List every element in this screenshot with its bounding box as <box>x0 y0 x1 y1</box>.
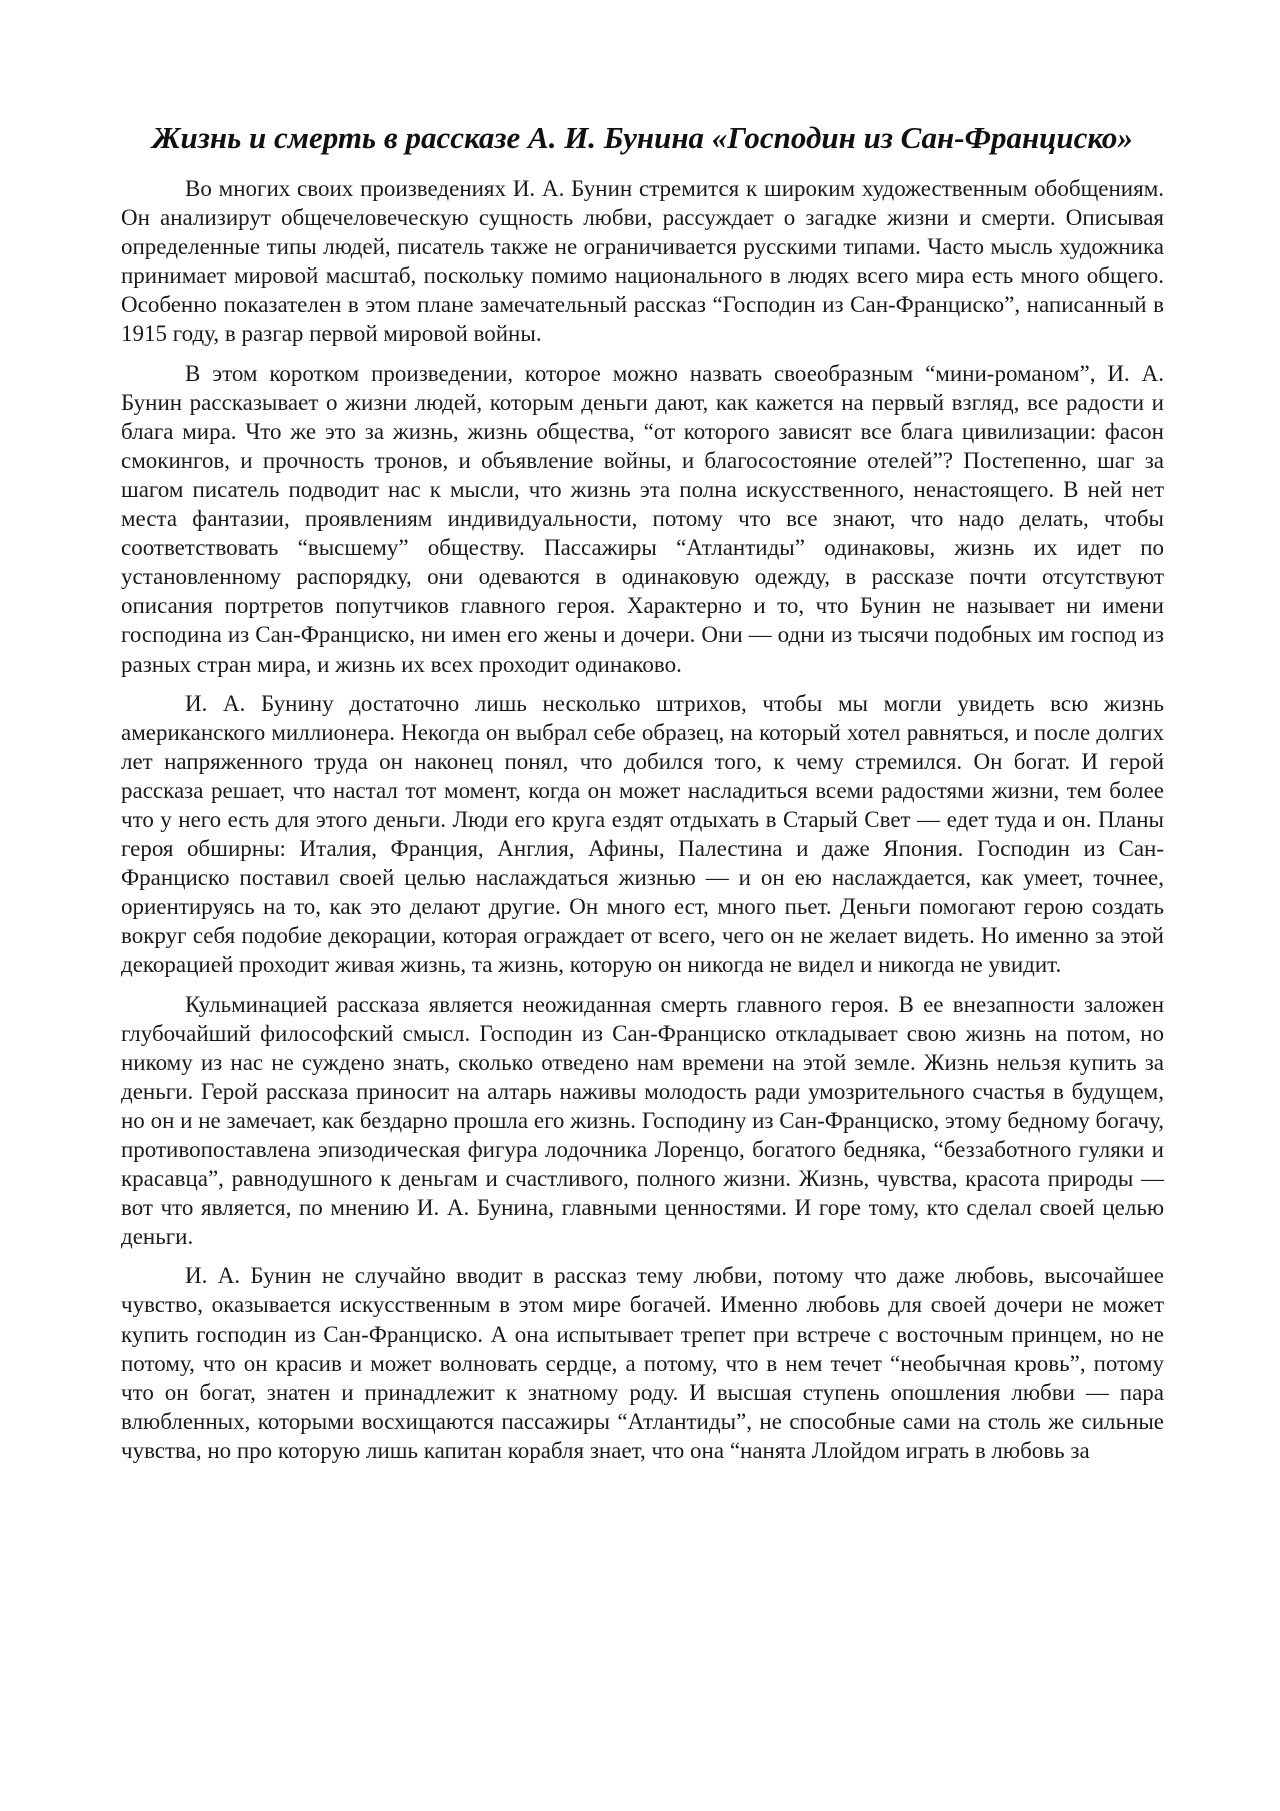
paragraph-4: Кульминацией рассказа является неожиданная смерть главного героя. В ее внезапности заложен глубочайший философский смысл. Господин из Сан-Франциско откладывает свою жизнь на потом, но никому из нас не суждено знать, сколько отведено нам времени на этой земле. Жизнь нельзя купить за деньги. Герой рассказа приносит на алтарь наживы молодость ради умозрительного счастья в будущем, но он и не замечает, как бездарно прошла его жизнь. Господину из Сан-Франциско, этому бедному богачу, противопоставлена эпизодическая фигура лодочника Лоренцо, богатого бедняка, “беззаботного гуляки и красавца”, равнодушного к деньгам и счастливого, полного жизни. Жизнь, чувства, красота природы — вот что является, по мнению И. А. Бунина, главными ценностями. И горе тому, кто сделал своей целью деньги. <box>121 991 1164 1250</box>
paragraph-2: В этом коротком произведении, которое можно назвать своеобразным “мини-романом”, И. А. Бунин рассказывает о жизни людей, которым деньги дают, как кажется на первый взгляд, все радости и блага мира. Что же это за жизнь, жизнь общества, “от которого зависят все блага цивилизации: фасон смокингов, и прочность тронов, и объявление войны, и благосостояние отелей”? Постепенно, шаг за шагом писатель подводит нас к мысли, что жизнь эта полна искусственного, ненастоящего. В ней нет места фантазии, проявлениям индивидуальности, потому что все знают, что надо делать, чтобы соответствовать “высшему” обществу. Пассажиры “Атлантиды” одинаковы, жизнь их идет по установленному распорядку, они одеваются в одинаковую одежду, в рассказе почти отсутствуют описания портретов попутчиков главного героя. Характерно и то, что Бунин не называет ни имени господина из Сан-Франциско, ни имен его жены и дочери. Они — одни из тысячи подобных им господ из разных стран мира, и жизнь их всех проходит одинаково. <box>121 360 1164 677</box>
document-title: Жизнь и смерть в рассказе А. И. Бунина «Господин из Сан-Франциско» <box>152 120 1133 155</box>
document-body <box>121 118 1164 1475</box>
paragraph-5: И. А. Бунин не случайно вводит в рассказ тему любви, потому что даже любовь, высочайшее чувство, оказывается искусственным в этом мире богачей. Именно любовь для своей дочери не может купить господин из Сан-Франциско. А она испытывает трепет при встрече с восточным принцем, но не потому, что он красив и может волновать сердце, а потому, что в нем течет “необычная кровь”, потому что он богат, знатен и принадлежит к знатному роду. И высшая ступень опошления любви — пара влюбленных, которыми восхищаются пассажиры “Атлантиды”, не способные сами на столь же сильные чувства, но про которую лишь капитан корабля знает, что она “нанята Ллойдом играть в любовь за <box>121 1263 1164 1463</box>
paragraph-3: И. А. Бунину достаточно лишь несколько штрихов, чтобы мы могли увидеть всю жизнь американского миллионера. Некогда он выбрал себе образец, на который хотел равняться, и после долгих лет напряженного труда он наконец понял, что добился того, к чему стремился. Он богат. И герой рассказа решает, что настал тот момент, когда он может насладиться всеми радостями жизни, тем более что у него есть для этого деньги. Люди его круга ездят отдыхать в Старый Свет — едет туда и он. Планы героя обширны: Италия, Франция, Англия, Афины, Палестина и даже Япония. Господин из Сан-Франциско поставил своей целью наслаждаться жизнью — и он ею наслаждается, как умеет, точнее, ориентируясь на то, как это делают другие. Он много ест, много пьет. Деньги помогают герою создать вокруг себя подобие декорации, которая ограждает от всего, чего он не желает видеть. Но именно за этой декорацией проходит живая жизнь, та жизнь, которую он никогда не видел и никогда не увидит. <box>121 690 1164 978</box>
paragraph-1: Во многих своих произведениях И. А. Бунин стремится к широким художественным обобщениям. Он анализирут общечеловеческую сущность любви, рассуждает о загадке жизни и смерти. Описывая определенные типы людей, писатель также не ограничивается русскими типами. Часто мысль художника принимает мировой масштаб, поскольку помимо национального в людях всего мира есть много общего. Особенно показателен в этом плане замечательный рассказ “Господин из Сан-Франциско”, написанный в 1915 году, в разгар первой мировой войны. <box>121 176 1164 347</box>
